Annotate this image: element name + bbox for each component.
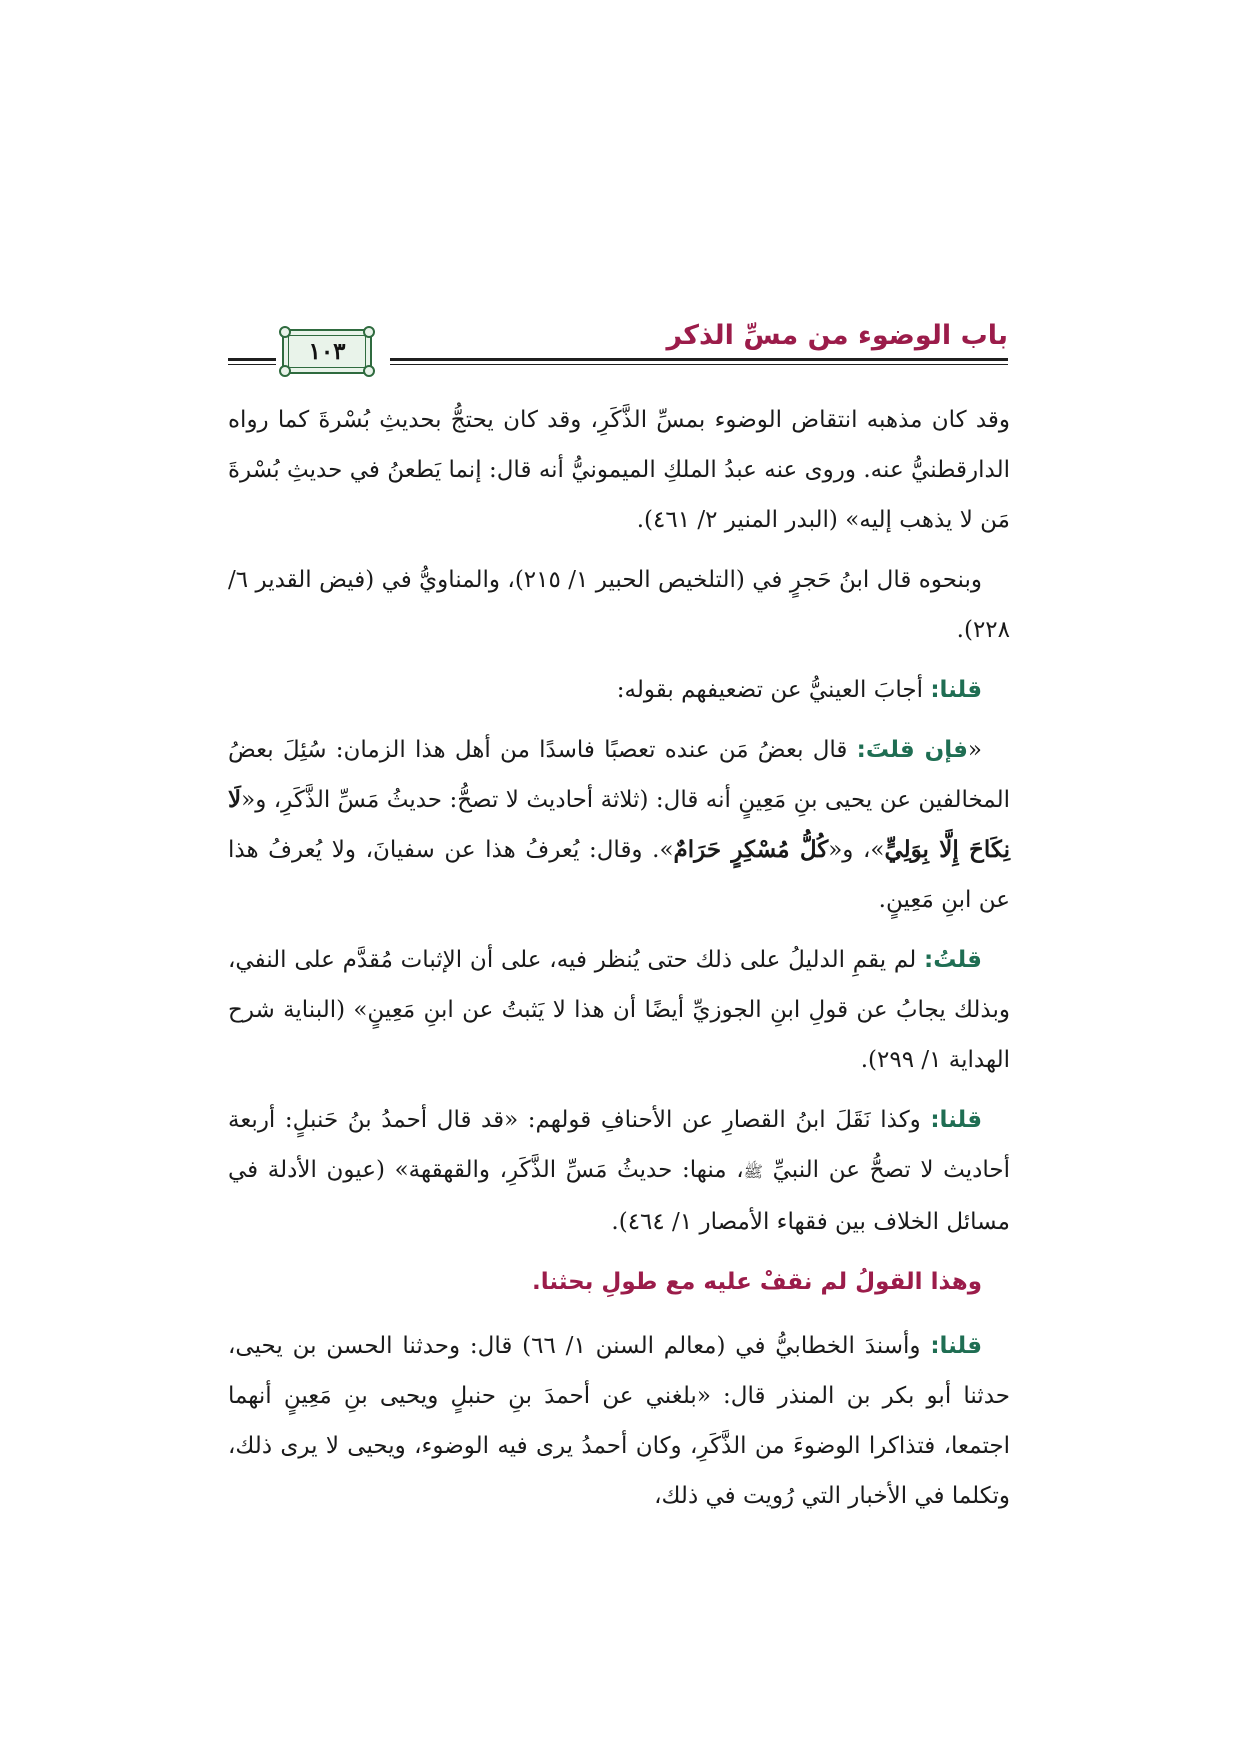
chapter-title: باب الوضوء من مسِّ الذكر [666,320,1008,351]
paragraph-3 [228,665,1010,715]
label-qultu: قلتُ: [924,947,982,973]
page-body [228,395,1010,1531]
paragraph-4-text-2: »، و« [828,837,885,863]
hadith-quote-2: كُلُّ مُسْكِرٍ حَرَامٌ [673,836,829,863]
running-header [228,318,1008,378]
paragraph-3-text: أجابَ العينيُّ عن تضعيفهم بقوله: [616,677,931,703]
paragraph-7 [228,1321,1010,1521]
paragraph-5 [228,935,1010,1085]
header-rule-right [390,358,1008,361]
header-rule-left-thin [228,364,276,365]
paragraph-4-text-1: قال بعضُ مَن عنده تعصبًا فاسدًا من أهل هذا الزمان: سُئِلَ بعضُ المخالفين عن يحيى بنِ مَعِينٍ أنه قال: (ثلاثة أحاديث لا تصحُّ: حديثُ مَسِّ الذَّكَرِ، و« [228,737,1010,813]
paragraph-6-text-2: ، منها: حديثُ مَسِّ الذَّكَرِ، والقهقهة» (عيون الأدلة في مسائل الخلاف بين فقهاء الأمصار ١/ ٤٦٤). [228,1157,1010,1235]
label-qulna: قلنا: [930,1107,982,1133]
header-rule-right-thin [390,364,1008,365]
paragraph-6 [228,1095,1010,1247]
label-in-qulta: فإن قلتَ: [856,737,968,763]
header-rule-left [228,358,276,361]
paragraph-1: وقد كان مذهبه انتقاض الوضوء بمسِّ الذَّكَرِ، وقد كان يحتجُّ بحديثِ بُسْرةَ كما رواه الدارقطنيُّ عنه. وروى عنه عبدُ الملكِ الميمونيُّ أنه قال: إنما يَطعنُ في حديثِ بُسْرةَ مَن لا يذهب إليه» (البدر المنير ٢/ ٤٦١). [228,407,1010,533]
label-qulna: قلنا: [930,677,982,703]
quote-open: « [967,737,982,763]
paragraph-5-text: لم يقمِ الدليلُ على ذلك حتى يُنظر فيه، على أن الإثبات مُقدَّم على النفي، وبذلك يجابُ عن قولِ ابنِ الجوزيِّ أيضًا أن هذا لا يَثبتُ عن ابنِ مَعِينٍ» (البناية شرح الهداية ١/ ٢٩٩). [228,947,1010,1073]
hadith-quote-1: لَا نِكَاحَ إِلَّا بِوَلِيٍّ [228,786,1010,863]
paragraph-7-text: وأسندَ الخطابيُّ في (معالم السنن ١/ ٦٦) قال: وحدثنا الحسن بن يحيى، حدثنا أبو بكر بن المنذر قال: «بلغني عن أحمدَ بنِ حنبلٍ ويحيى بنِ مَعِينٍ أنهما اجتمعا، فتذاكرا الوضوءَ من الذَّكَرِ، وكان أحمدُ يرى فيه الوضوء، ويحيى لا يرى ذلك، وتكلما في الأخبار التي رُويت في ذلك، [228,1333,1010,1509]
honorific-symbol: ﷺ [743,1162,763,1181]
page-number-badge [282,329,372,374]
paragraph-4-text-3: ». وقال: يُعرفُ هذا عن سفيانَ، ولا يُعرفُ هذا عن ابنِ مَعِينٍ. [228,837,1010,913]
paragraph-6-text-1: وكذا نَقَلَ ابنُ القصارِ عن الأحنافِ قولهم: «قد قال أحمدُ بنُ حَنبلٍ: أربعة أحاديث لا تصحُّ عن النبيِّ [228,1107,1011,1183]
highlight-statement: وهذا القولُ لم نقفْ عليه مع طولِ بحثنا. [532,1269,982,1295]
paragraph-2: وبنحوه قال ابنُ حَجرٍ في (التلخيص الحبير ١/ ٢١٥)، والمناويُّ في (فيض القدير ٦/ ٢٢٨). [228,567,1010,643]
paragraph-4 [228,725,1010,925]
label-qulna: قلنا: [930,1333,982,1359]
page-number: ١٠٣ [308,338,346,365]
